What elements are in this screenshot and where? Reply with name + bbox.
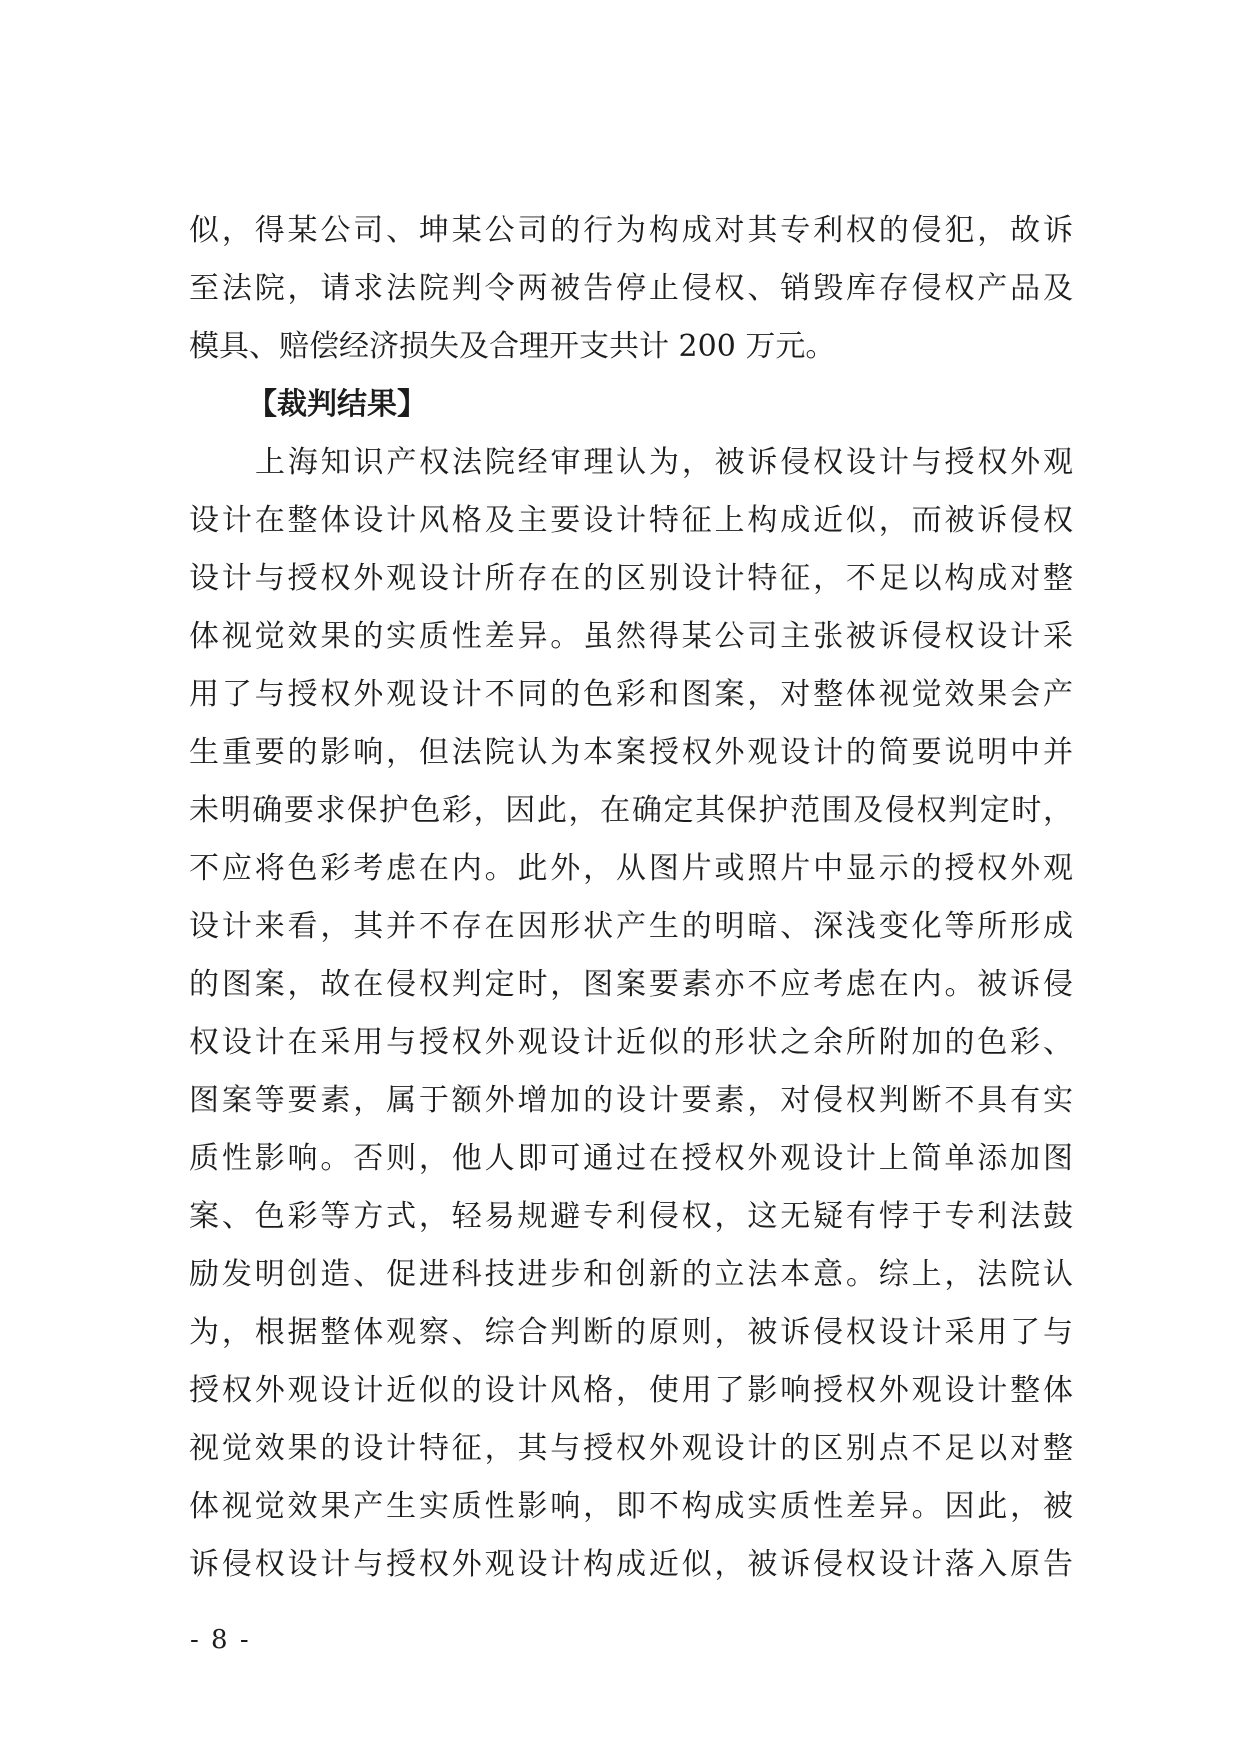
text-line: 诉侵权设计与授权外观设计构成近似，被诉侵权设计落入原告	[189, 1547, 1073, 1582]
text-line: 体视觉效果产生实质性影响，即不构成实质性差异。因此，被	[189, 1489, 1073, 1524]
text-line: 授权外观设计近似的设计风格，使用了影响授权外观设计整体	[189, 1373, 1073, 1408]
text-line: 设计与授权外观设计所存在的区别设计特征，不足以构成对整	[189, 561, 1073, 596]
text-line: 未明确要求保护色彩，因此，在确定其保护范围及侵权判定时，	[189, 793, 1073, 828]
text-line: 质性影响。否则，他人即可通过在授权外观设计上简单添加图	[189, 1141, 1073, 1176]
text-line: 体视觉效果的实质性差异。虽然得某公司主张被诉侵权设计采	[189, 619, 1073, 654]
text-line: 上海知识产权法院经审理认为，被诉侵权设计与授权外观	[255, 445, 1073, 480]
text-line: 至法院，请求法院判令两被告停止侵权、销毁库存侵权产品及	[189, 271, 1073, 306]
body-text	[189, 202, 1073, 1594]
text-line: 图案等要素，属于额外增加的设计要素，对侵权判断不具有实	[189, 1083, 1073, 1118]
text-line: 为，根据整体观察、综合判断的原则，被诉侵权设计采用了与	[189, 1315, 1073, 1350]
text-line: 励发明创造、促进科技进步和创新的立法本意。综上，法院认	[189, 1257, 1073, 1292]
text-line: 模具、赔偿经济损失及合理开支共计 200 万元。	[189, 329, 836, 364]
text-line: 似，得某公司、坤某公司的行为构成对其专利权的侵犯，故诉	[189, 213, 1073, 248]
text-line: 视觉效果的设计特征，其与授权外观设计的区别点不足以对整	[189, 1431, 1073, 1466]
text-line: 设计来看，其并不存在因形状产生的明暗、深浅变化等所形成	[189, 909, 1073, 944]
page-number: - 8 -	[190, 1625, 251, 1655]
text-line: 设计在整体设计风格及主要设计特征上构成近似，而被诉侵权	[189, 503, 1073, 538]
text-line: 用了与授权外观设计不同的色彩和图案，对整体视觉效果会产	[189, 677, 1073, 712]
text-line: 的图案，故在侵权判定时，图案要素亦不应考虑在内。被诉侵	[189, 967, 1073, 1002]
text-line: 案、色彩等方式，轻易规避专利侵权，这无疑有悖于专利法鼓	[189, 1199, 1073, 1234]
text-line: 生重要的影响，但法院认为本案授权外观设计的简要说明中并	[189, 735, 1073, 770]
text-line: 权设计在采用与授权外观设计近似的形状之余所附加的色彩、	[189, 1025, 1073, 1060]
section-heading: 【裁判结果】	[247, 387, 427, 422]
text-line: 不应将色彩考虑在内。此外，从图片或照片中显示的授权外观	[189, 851, 1073, 886]
